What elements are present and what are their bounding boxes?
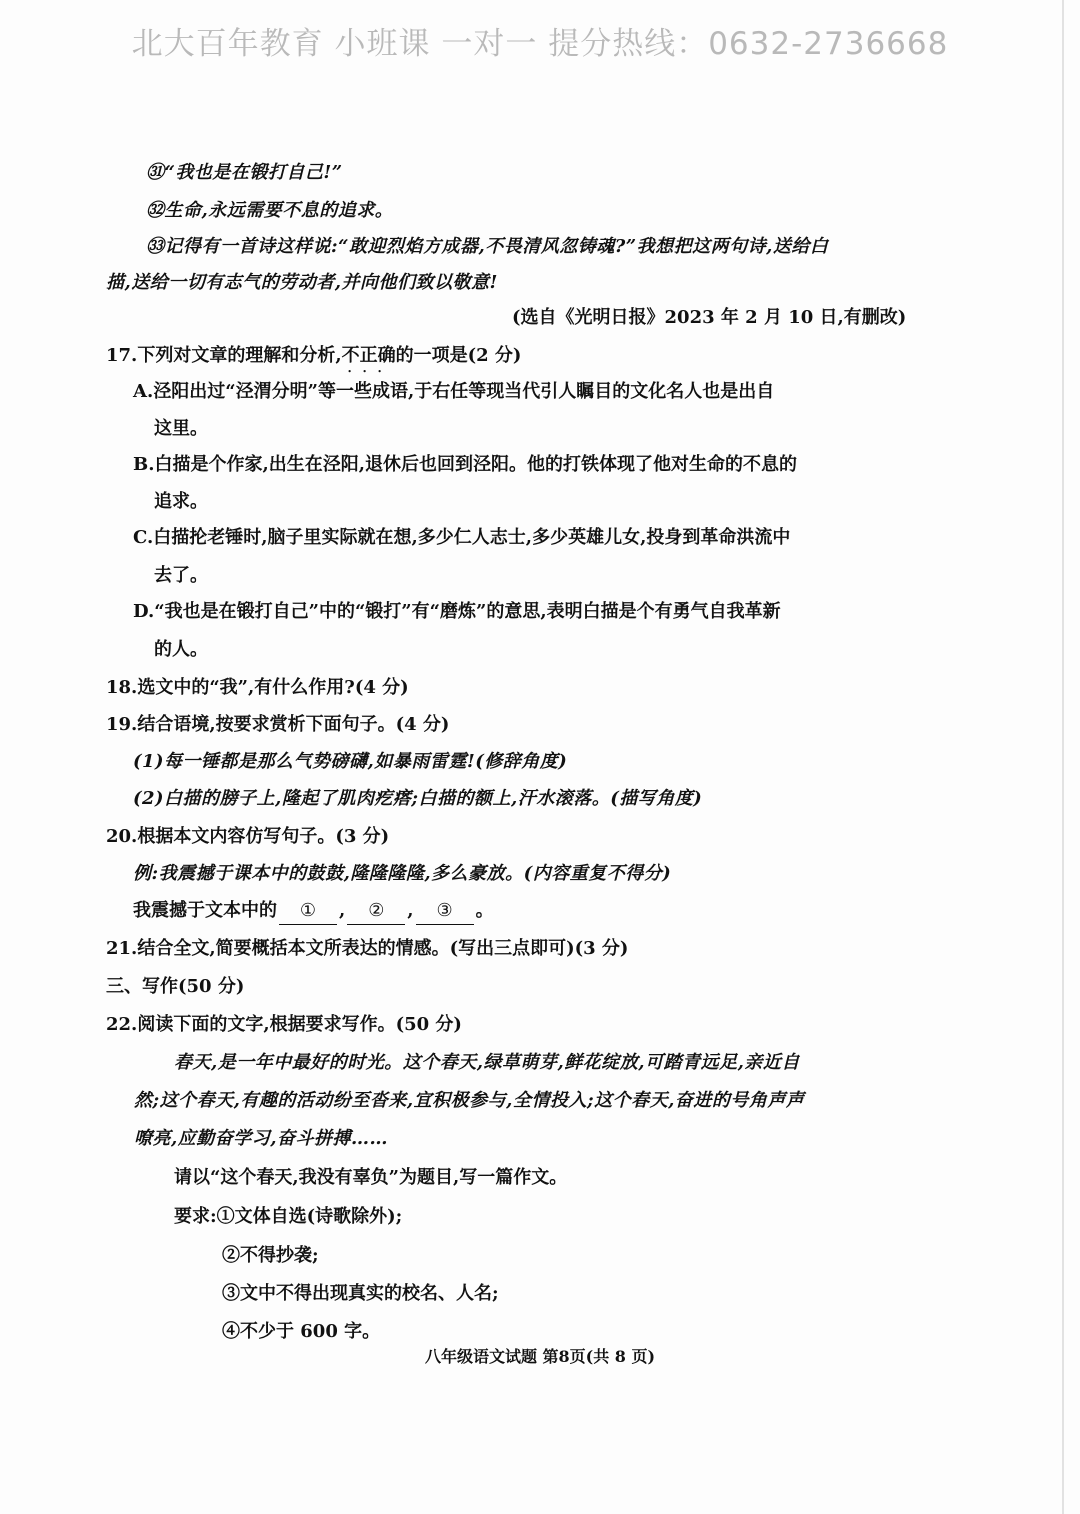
q22-requirement-4: ④不少于 600 字。 — [222, 1321, 381, 1342]
page-edge — [1062, 0, 1064, 1514]
q22-requirement-3: ③文中不得出现真实的校名、人名; — [222, 1283, 499, 1304]
q17-stem-post: 的一项是(2 分) — [395, 345, 522, 366]
q17-option-b-line2: 追求。 — [154, 491, 208, 512]
q20-blank-3[interactable]: ③ — [416, 898, 474, 925]
passage-source: (选自《光明日报》2023 年 2 月 10 日,有删改) — [512, 307, 907, 328]
q22-stem: 22.阅读下面的文字,根据要求写作。(50 分) — [106, 1014, 462, 1035]
q20-task-prefix: 我震撼于文本中的 — [133, 900, 277, 921]
passage-p33-line2: 描,送给一切有志气的劳动者,并向他们致以敬意! — [106, 272, 498, 293]
q17-stem-pre: 17.下列对文章的理解和分析, — [106, 345, 342, 366]
q17-option-a-line1: A.泾阳出过“泾渭分明”等一些成语,于右任等现当代引人瞩目的文化名人也是出自 — [133, 381, 775, 402]
page-footer: 八年级语文试题 第8页(共 8 页) — [424, 1347, 656, 1366]
q22-prompt: 请以“这个春天,我没有辜负”为题目,写一篇作文。 — [174, 1167, 568, 1188]
section-3-heading: 三、写作(50 分) — [106, 976, 245, 997]
q20-stem: 20.根据本文内容仿写句子。(3 分) — [106, 826, 390, 847]
q20-separator-2: , — [407, 900, 414, 921]
passage-p32: ㉜生命,永远需要不息的追求。 — [146, 200, 394, 221]
q22-material-line3: 嘹亮,应勤奋学习,奋斗拼搏…… — [134, 1128, 389, 1149]
q20-end-mark: 。 — [475, 900, 494, 921]
q22-requirement-2: ②不得抄袭; — [222, 1245, 319, 1266]
q17-stem — [106, 343, 521, 369]
watermark: 北大百年教育 小班课 一对一 提分热线：0632-2736668 — [131, 26, 949, 62]
q21-stem: 21.结合全文,简要概括本文所表达的情感。(写出三点即可)(3 分) — [106, 938, 629, 959]
q22-requirement-1: 要求:①文体自选(诗歌除外); — [174, 1206, 403, 1227]
q22-material-line2: 然;这个春天,有趣的活动纷至沓来,宜积极参与,全情投入;这个春天,奋进的号角声声 — [134, 1090, 805, 1111]
q20-example: 例:我震撼于课本中的鼓鼓,隆隆隆隆,多么豪放。(内容重复不得分) — [133, 863, 672, 884]
q20-blank-2[interactable]: ② — [347, 898, 405, 925]
q20-task — [133, 898, 494, 925]
q17-option-d-line1: D.“我也是在锻打自己”中的“锻打”有“磨炼”的意思,表明白描是个有勇气自我革新 — [133, 601, 781, 622]
q17-option-c-line1: C.白描抡老锤时,脑子里实际就在想,多少仁人志士,多少英雄儿女,投身到革命洪流中 — [133, 527, 791, 548]
q17-option-d-line2: 的人。 — [154, 639, 208, 660]
q19-sentence-1: (1)每一锤都是那么气势磅礴,如暴雨雷霆!(修辞角度) — [133, 751, 568, 772]
q20-blank-1[interactable]: ① — [279, 898, 337, 925]
passage-p31: ㉛“我也是在锻打自己!” — [146, 162, 343, 183]
q19-sentence-2: (2)白描的膀子上,隆起了肌肉疙瘩;白描的额上,汗水滚落。(描写角度) — [133, 788, 703, 809]
q17-option-c-line2: 去了。 — [154, 565, 208, 586]
q17-option-a-line2: 这里。 — [154, 418, 208, 439]
q20-separator-1: , — [339, 900, 346, 921]
q18-stem: 18.选文中的“我”,有什么作用?(4 分) — [106, 677, 409, 698]
passage-p33-line1: ㉝记得有一首诗这样说:“敢迎烈焰方成器,不畏清风忽铸魂?”我想把这两句诗,送给白 — [146, 236, 829, 257]
q19-stem: 19.结合语境,按要求赏析下面句子。(4 分) — [106, 714, 450, 735]
q22-material-line1: 春天,是一年中最好的时光。这个春天,绿草萌芽,鲜花绽放,可踏青远足,亲近自 — [174, 1052, 800, 1073]
q17-option-b-line1: B.白描是个作家,出生在泾阳,退休后也回到泾阳。他的打铁体现了他对生命的不息的 — [133, 454, 798, 475]
q17-stem-emphasis: 不正确 ・・・ — [342, 345, 396, 366]
